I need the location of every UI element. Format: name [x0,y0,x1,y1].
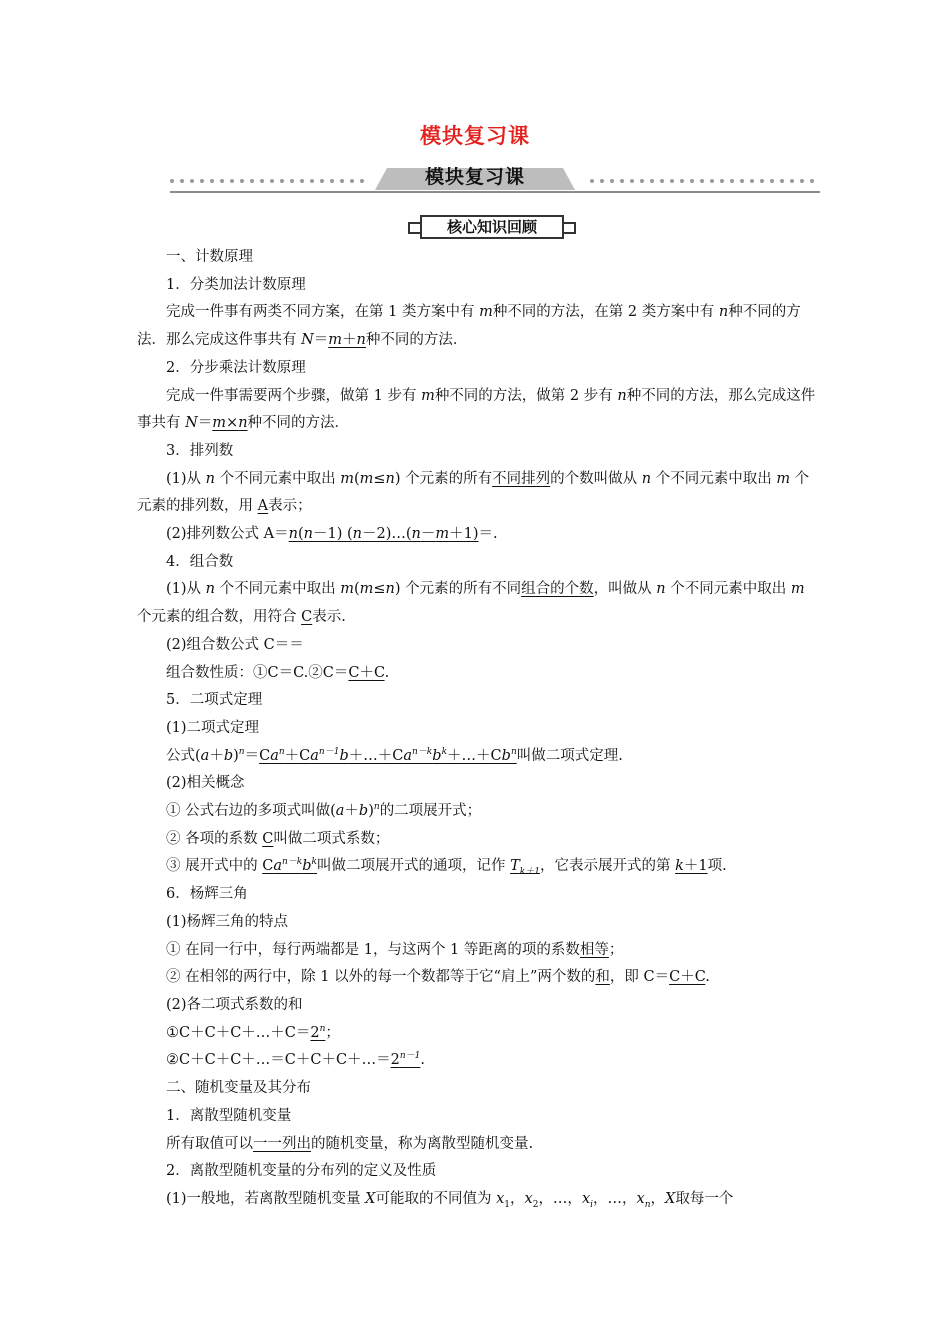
banner-rule [170,191,820,193]
heading-wing-right [562,222,576,234]
section-heading [408,215,576,239]
text-line: 组合数性质：①C＝C.②C＝C＋C. [166,664,390,681]
text-line: 完成一件事有两类不同方案，在第 1 类方案中有 m种不同的方法，在第 2 类方案中有 n种不同的方法．那么完成这件事共有 N＝m＋n种不同的方法． [137,304,801,349]
text-line: ① 公式右边的多项式叫做$(a+b)^n$的二项展开式； [166,802,482,820]
text-line: 所有取值可以一一列出的随机变量，称为离散型随机变量. [166,1135,534,1152]
text-line: 1．分类加法计数原理 [166,276,306,293]
text-line: (1)从 n 个不同元素中取出 m(m≤n) 个元素的所有不同组合的个数，叫做从 n 个不同元素中取出 m 个元素的组合数，用符合 C表示. [137,581,805,626]
text-line: (2)相关概念 [166,775,245,792]
document-body [137,244,817,1214]
page-title: 模块复习课 [420,124,530,148]
banner-dots-right [590,179,820,183]
text-line: 2．分步乘法计数原理 [166,359,306,376]
text-line: (1)二项式定理 [166,719,260,736]
banner-dots-left [170,179,370,183]
text-line: (2)组合数公式 C＝＝ [166,636,304,653]
section-heading-label: 核心知识回顾 [420,215,564,239]
text-line: 6．杨辉三角 [166,886,248,903]
text-line: 2．离散型随机变量的分布列的定义及性质 [166,1163,437,1180]
text-line: (1)一般地，若离散型随机变量 X可能取的不同值为 $x_1$，$x_2$，…，$x_i$，…，$x_n$，X取每一个 [166,1190,734,1210]
text-line: 4．组合数 [166,553,234,570]
text-line: ② 各项的系数 C叫做二项式系数； [166,830,390,847]
text-line: ② 在相邻的两行中，除 1 以外的每一个数都等于它“肩上”两个数的和，即 C＝C＋C. [166,969,710,986]
text-line: (2)各二项式系数的和 [166,996,303,1013]
text-line: ③ 展开式中的 $Ca^{n-k}b^k$叫做二项展开式的通项，记作 $T_{k+1}$，它表示展开式的第 k＋1项. [166,857,727,878]
text-line: ① 在同一行中，每行两端都是 1，与这两个 1 等距离的项的系数相等； [166,941,624,958]
text-line: 一、计数原理 [166,249,253,265]
text-line: 二、随机变量及其分布 [166,1080,311,1097]
text-line: 3．排列数 [166,442,234,459]
text-line: 1．离散型随机变量 [166,1107,292,1124]
text-line: $①C+C+C+\dots+C=2^n$； [166,1023,340,1041]
text-line: (1)从 n 个不同元素中取出 m(m≤n) 个元素的所有不同排列的个数叫做从 n 个不同元素中取出 m 个元素的排列数，用 A表示； [137,470,810,515]
text-line: (2)排列数公式 A＝n(n－1) (n－2)…(n－m＋1)＝. [166,526,498,543]
text-line: $②C+C+C+\dots=C+C+C+\dots=2^{n-1}$. [166,1051,425,1069]
text-line: 5．二项式定理 [166,692,263,709]
text-line: 完成一件事需要两个步骤，做第 1 步有 m种不同的方法，做第 2 步有 n种不同的方法，那么完成这件事共有 N＝m×n种不同的方法． [137,387,816,432]
title-banner [170,165,820,195]
text-line: (1)杨辉三角的特点 [166,913,289,930]
banner-title: 模块复习课 [424,166,525,188]
text-line: 公式$(a+b)^n=Ca^n+Ca^{n-1}b+\dots+Ca^{n-k}b^k+\dots+Cb^n$叫做二项式定理. [166,746,623,764]
